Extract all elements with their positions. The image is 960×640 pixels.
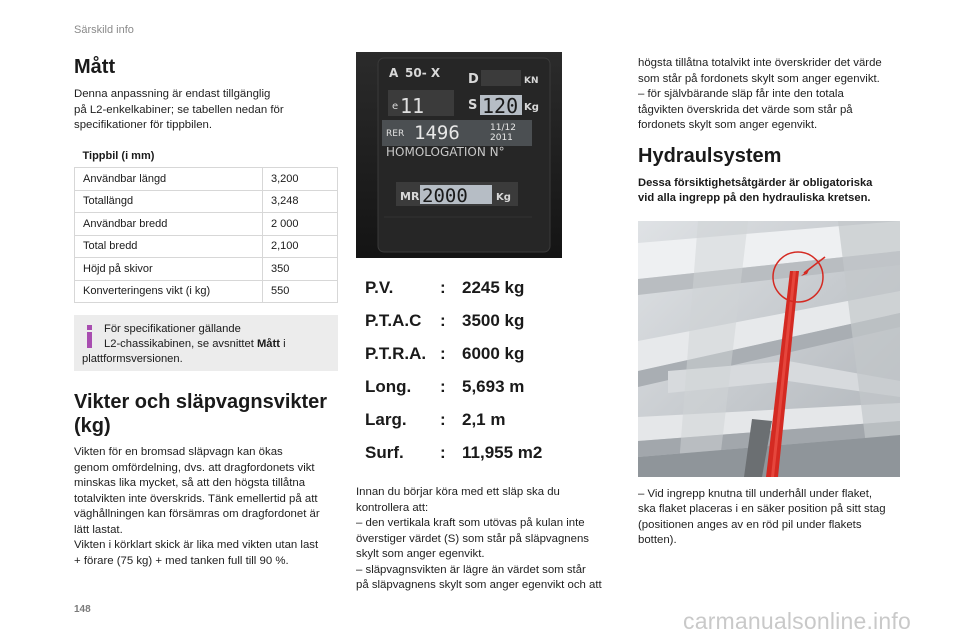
row-label: Användbar bredd (75, 213, 263, 236)
svg-text:S: S (468, 98, 478, 113)
pv-row: Long. : 5,693 m (365, 376, 525, 396)
text-line: skylt som anger egenvikt. (356, 548, 485, 560)
svg-text:50- X: 50- X (405, 66, 441, 80)
info-bold-ref: Mått (256, 338, 280, 350)
text-line: tågvikten överskrida det värde som står på (638, 103, 853, 116)
text-line: kontrollera att: (356, 501, 429, 514)
weight-plate-svg (356, 52, 562, 258)
svg-text:Kg: Kg (524, 102, 539, 113)
watermark: carmanualsonline.info (683, 608, 911, 634)
intro-line: specifikationer för tippbilen. (74, 119, 213, 131)
text-line: – den vertikala kraft som utövas på kulan inte (356, 517, 585, 529)
svg-text:KN: KN (524, 76, 539, 86)
text-line: Dessa försiktighetsåtgärder är obligatoriska (638, 176, 873, 189)
info-icon (87, 325, 92, 348)
svg-text:A: A (389, 66, 399, 80)
text-line: ska flaket placeras i en säker position på sitt stag (638, 503, 886, 515)
table-row (75, 280, 338, 303)
info-line: plattformsversionen. (82, 353, 183, 365)
text-line: genom omfördelning, dvs. att dragfordonets vikt (74, 461, 315, 474)
table-row (75, 235, 338, 258)
text-line: på släpvagnens skylt som anger egenvikt och att (356, 579, 602, 591)
text-line: – för självbärande släp får inte den totala (638, 88, 844, 100)
row-label: Total bredd (75, 235, 263, 258)
text-line: + förare (75 kg) + med tanken full till 90 %. (74, 554, 289, 567)
svg-text:MR: MR (400, 190, 420, 203)
row-value: 550 (263, 280, 338, 303)
intro-line: Denna anpassning är endast tillgänglig (74, 88, 271, 100)
heading-weights: Vikter och släpvagnsvikter (74, 391, 328, 413)
row-value: 3,248 (263, 190, 338, 213)
text-line: Vikten för en bromsad släpvagn kan ökas (74, 446, 283, 458)
pv-row: Larg. : 2,1 m (365, 409, 506, 429)
table-row (75, 168, 338, 191)
table-row (75, 258, 338, 281)
column-2 (356, 52, 621, 594)
weights-list (356, 271, 621, 469)
hydraulic-stay-photo (638, 221, 900, 477)
heading-hydraul: Hydraulsystem (638, 144, 782, 167)
svg-text:1496: 1496 (414, 122, 460, 144)
info-note (74, 315, 338, 371)
text-line: överstiger värdet (S) som står på släpvagnens (356, 532, 589, 545)
heading-weights-unit: (kg) (74, 415, 111, 437)
pv-row: Surf. : 11,955 m2 (365, 442, 543, 462)
svg-text:2011: 2011 (490, 133, 513, 143)
heading-matt: Mått (74, 56, 116, 78)
column-3 (638, 56, 900, 549)
svg-text:11/12: 11/12 (490, 123, 516, 133)
row-label: Totallängd (75, 190, 263, 213)
svg-text:Kg: Kg (496, 192, 511, 203)
row-value: 2 000 (263, 213, 338, 236)
row-value: 3,200 (263, 168, 338, 191)
table-header: Tippbil (i mm) (82, 149, 155, 162)
row-value: 2,100 (263, 235, 338, 258)
info-line: L2-chassikabinen, se avsnittet Mått i (104, 338, 286, 350)
weight-plate-photo (356, 52, 562, 258)
svg-text:e: e (392, 101, 399, 112)
intro-line: på L2-enkelkabiner; se tabellen nedan för (74, 103, 284, 116)
svg-text:11: 11 (400, 94, 425, 118)
svg-text:RER: RER (386, 129, 405, 139)
text-line: – Vid ingrepp knutna till underhåll under flaket, (638, 487, 873, 500)
row-label: Användbar längd (75, 168, 263, 191)
continued-paragraph (638, 56, 900, 134)
weights-paragraph (74, 445, 338, 569)
trailer-paragraph (356, 485, 621, 594)
maintenance-paragraph (638, 487, 900, 549)
svg-text:2000: 2000 (422, 185, 468, 207)
section-title: Särskild info (74, 24, 134, 36)
text-line: botten). (638, 534, 677, 546)
text-line: fordonets skylt som anger egenvikt. (638, 119, 818, 131)
column-1 (74, 56, 338, 569)
row-label: Höjd på skivor (75, 258, 263, 281)
pv-row: P.T.A.C : 3500 kg (365, 310, 525, 330)
specs-table (74, 145, 338, 304)
text-line: lätt lastat. (74, 523, 123, 536)
hydraulic-stay-svg (638, 221, 900, 477)
text-line: (positionen anges av en röd pil under flakets (638, 518, 862, 531)
row-value: 350 (263, 258, 338, 281)
text-line: – släpvagnsvikten är lägre än värdet som står (356, 563, 586, 576)
info-line: För specifikationer gällande (104, 323, 241, 335)
table-row (75, 190, 338, 213)
text-line: väghållningen kan försämras om dragfordonet är (74, 508, 320, 520)
pv-row: P.V. : 2245 kg (365, 277, 525, 297)
text-line: Vikten i körklart skick är lika med vikten utan last (74, 539, 319, 551)
page-number: 148 (74, 604, 91, 615)
pv-row: P.T.R.A. : 6000 kg (365, 343, 525, 363)
text-line: Innan du börjar köra med ett släp ska du (356, 486, 560, 498)
text-line: som står på fordonets skylt som anger egenvikt. (638, 72, 880, 85)
text-line: vid alla ingrepp på den hydrauliska kretsen. (638, 192, 871, 204)
text-line: högsta tillåtna totalvikt inte överskrider det värde (638, 57, 882, 69)
svg-text:HOMOLOGATION N°: HOMOLOGATION N° (386, 145, 505, 159)
row-label: Konverteringens vikt (i kg) (75, 280, 263, 303)
svg-text:D: D (468, 72, 479, 87)
svg-text:120: 120 (482, 94, 519, 118)
text-line: minskas lika mycket, så att den högsta tillåtna (74, 477, 306, 489)
table-row (75, 213, 338, 236)
warning-paragraph (638, 176, 900, 207)
text-line: totalvikten inte överskrids. Tänk emellertid på att (74, 492, 318, 505)
